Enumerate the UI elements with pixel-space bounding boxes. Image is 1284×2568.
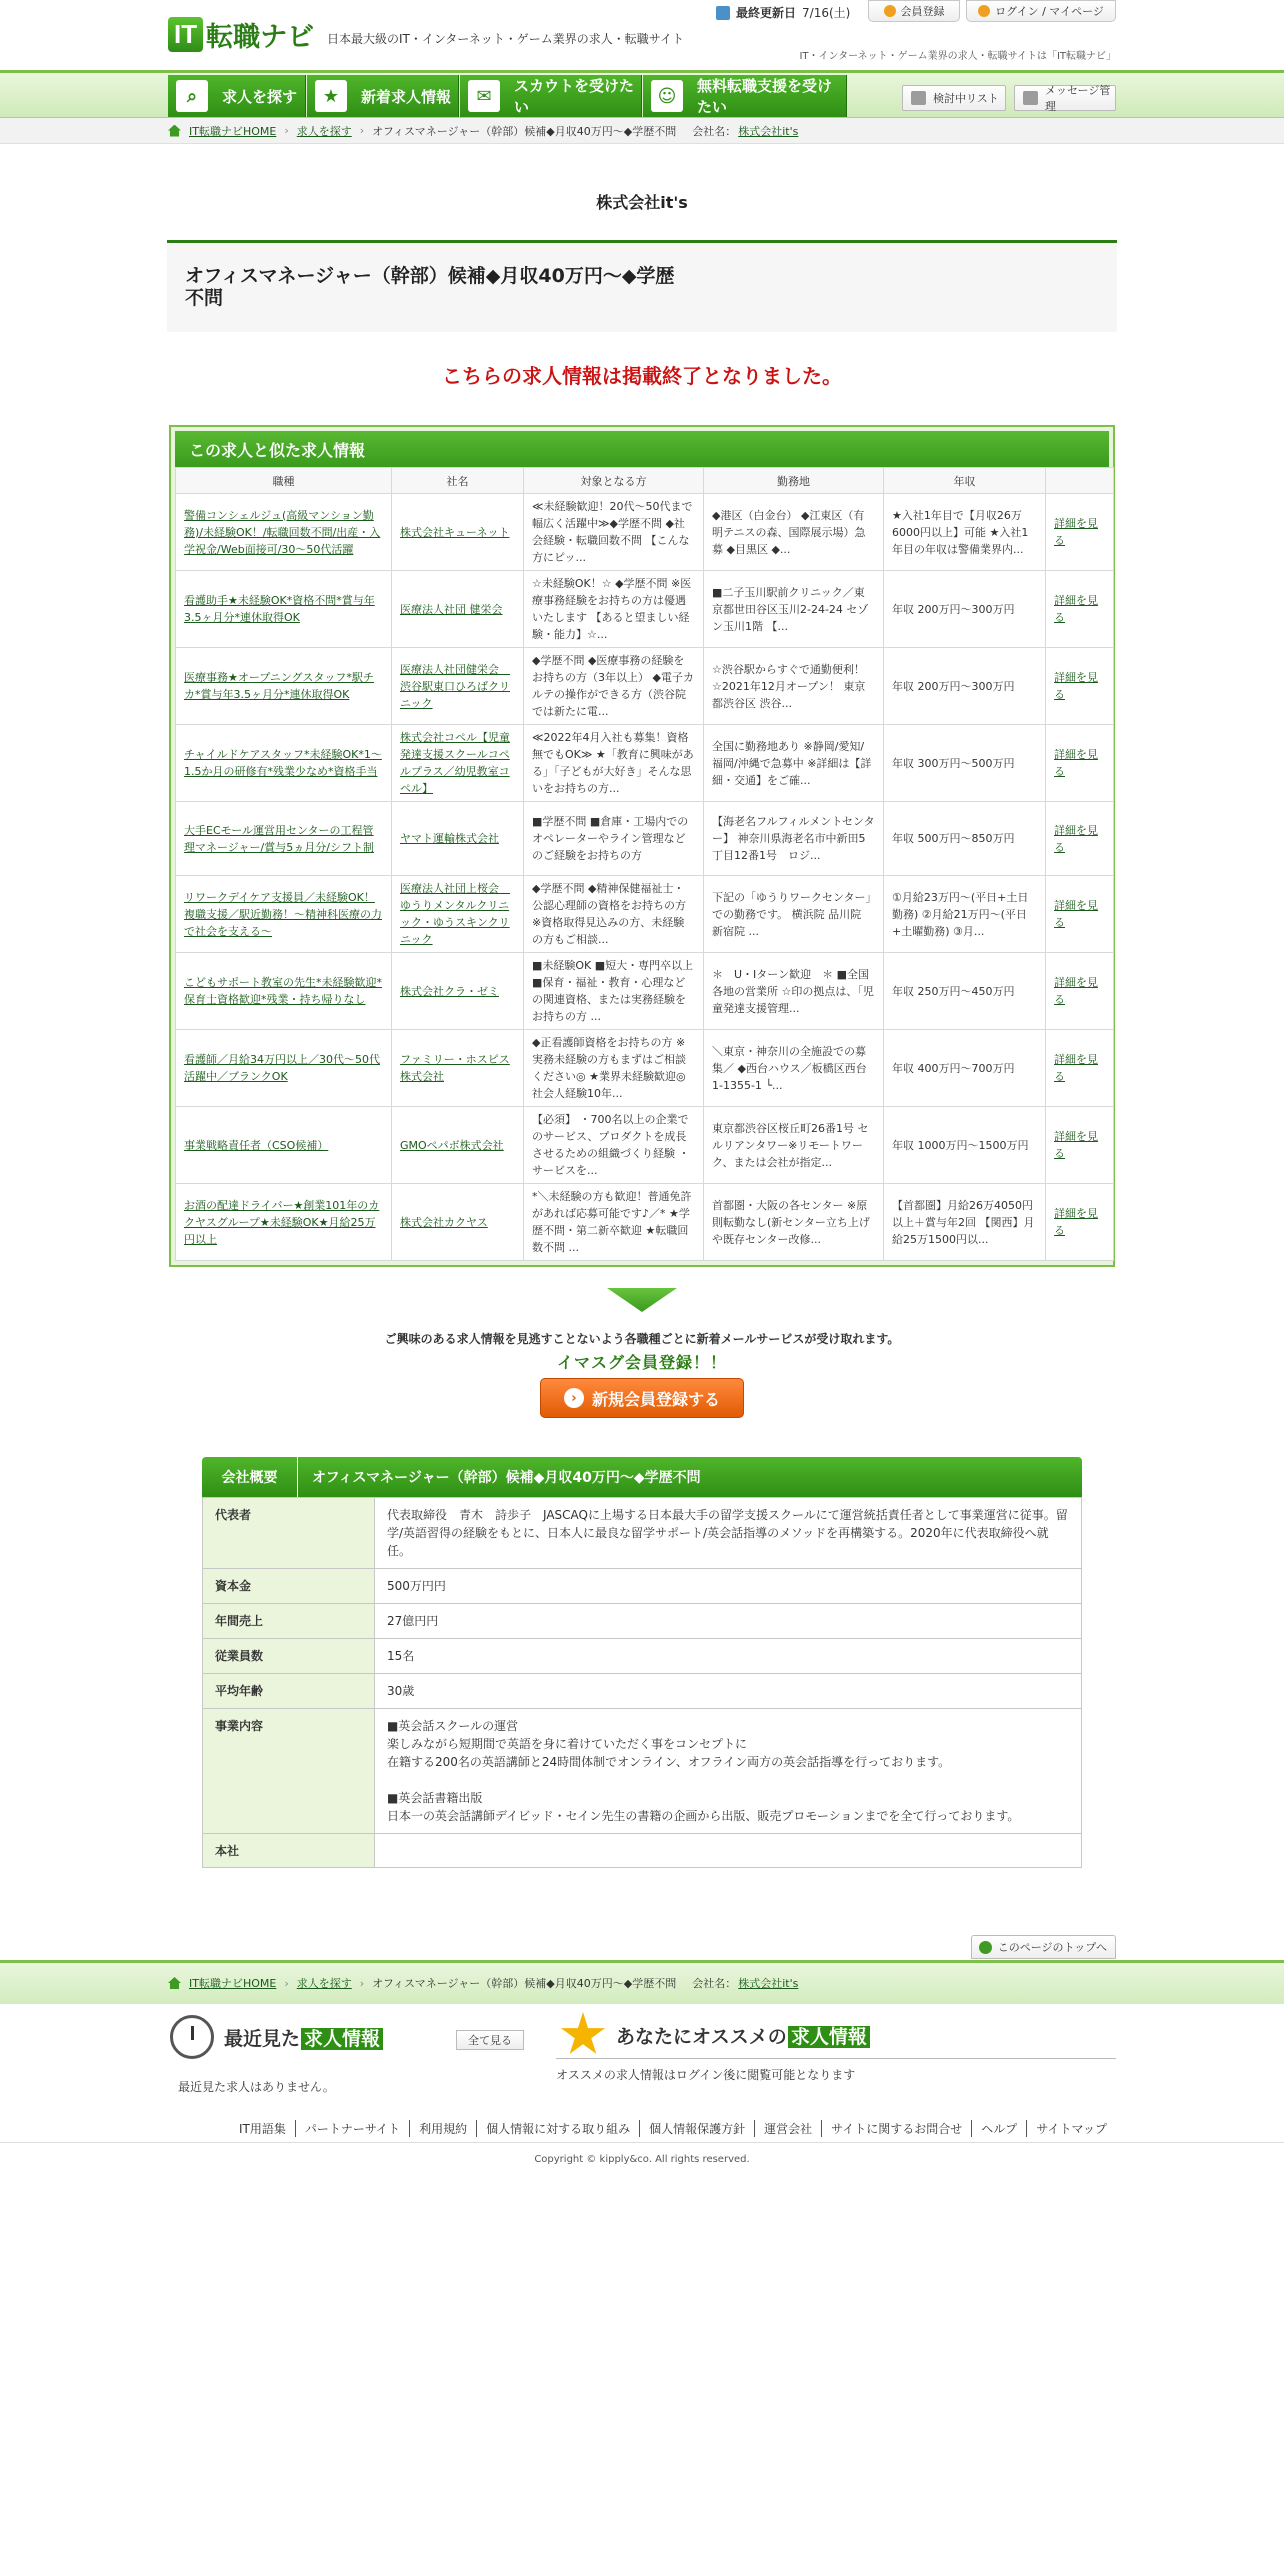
overview-header <box>202 1457 1082 1497</box>
salary-cell: 年収 500万円～850万円 <box>884 802 1046 876</box>
footer-link[interactable]: IT用語集 <box>239 2122 286 2136</box>
table-row <box>176 1030 1114 1107</box>
location-cell: ◆港区（白金台） ◆江東区（有明テニスの森、国際展示場）急募 ◆目黒区 ◆... <box>704 494 884 571</box>
company-link[interactable]: 医療法人社団上桜会 ゆうりメンタルクリニック・ゆうスキンクリニック <box>400 882 510 946</box>
copyright: Copyright © kipply&co. All rights reserved. <box>534 2154 750 2165</box>
nav-label: 新着求人情報 <box>361 87 452 106</box>
location-cell: ■二子玉川駅前クリニック／東京都世田谷区玉川2-24-24 セゾン玉川1階 【... <box>704 571 884 648</box>
table-row <box>203 1498 1082 1569</box>
key-icon <box>978 5 990 17</box>
column-header: 対象となる方 <box>524 468 704 494</box>
divider <box>556 2058 1116 2059</box>
detail-link[interactable]: 詳細を見る <box>1054 899 1098 929</box>
column-header <box>1046 468 1114 494</box>
job-link[interactable]: 大手ECモール運営用センターの工程管理マネージャー/賞与5ヵ月分/シフト制 <box>184 823 374 854</box>
table-row <box>176 494 1114 571</box>
member-register-button[interactable] <box>868 0 960 22</box>
row-label: 資本金 <box>203 1569 375 1604</box>
salary-cell: 年収 400万円～700万円 <box>884 1030 1046 1107</box>
page-title: オフィスマネージャー（幹部）候補◆月収40万円～◆学歴不問 <box>185 265 675 309</box>
detail-link[interactable]: 詳細を見る <box>1054 1207 1098 1237</box>
table-row <box>203 1674 1082 1709</box>
site-subtitle: 日本最大級のIT・インターネット・ゲーム業界の求人・転職サイト <box>327 32 684 46</box>
breadcrumb-current: オフィスマネージャー（幹部）候補◆月収40万円～◆学歴不問 <box>372 1977 677 1990</box>
nav-label: スカウトを受けたい <box>514 77 635 116</box>
table-row <box>176 876 1114 953</box>
table-row <box>176 802 1114 876</box>
tagline: IT・インターネット・ゲーム業界の求人・転職サイトは「IT転職ナビ」 <box>799 51 1116 62</box>
footer-links <box>0 2120 1116 2137</box>
detail-link[interactable]: 詳細を見る <box>1054 1053 1098 1083</box>
location-cell: 全国に勤務地あり ※静岡/愛知/福岡/沖縄で急募中 ※詳細は【詳細・交通】をご確... <box>704 725 884 802</box>
logo-name: 転職ナビ <box>206 21 315 53</box>
company-link[interactable]: 医療法人社団 健栄会 <box>400 602 503 616</box>
site-header <box>0 0 1284 70</box>
job-link[interactable]: 事業戦略責任者（CSO候補） <box>184 1138 329 1152</box>
nav-career-support[interactable] <box>643 75 847 117</box>
breadcrumb-separator: › <box>359 1976 365 1990</box>
mail-service-text: ご興味のある求人情報を見逃すことないよう各職種ごとに新着メールサービスが受け取れます。 <box>384 1332 900 1346</box>
target-cell: ≪2022年4月入社も募集！資格無でもOK≫ ★「教育に興味がある」「子どもが大好き」そんな思いをお持ちの方... <box>524 725 704 802</box>
table-header-row <box>176 468 1114 494</box>
footer-link[interactable]: 利用規約 <box>409 2120 476 2137</box>
table-row <box>176 1107 1114 1184</box>
footer-link[interactable]: サイトマップ <box>1026 2120 1116 2137</box>
company-link[interactable]: ファミリー・ホスピス株式会社 <box>400 1053 510 1083</box>
overview-table <box>202 1497 1082 1868</box>
nav-label: 無料転職支援を受けたい <box>697 77 833 116</box>
envelope-icon <box>1023 91 1038 105</box>
row-value: 15名 <box>375 1639 1082 1674</box>
job-link[interactable]: チャイルドケアスタッフ*未経験OK*1～1.5か月の研修有*残業少なめ*資格手当 <box>184 748 382 778</box>
job-link[interactable]: こどもサポート教室の先生*未経験歓迎*保育士資格歓迎*残業・持ち帰りなし <box>184 976 382 1006</box>
job-link[interactable]: 警備コンシェルジュ(高級マンション勤務)/未経験OK！/転職回数不問/出産・入学祝金/Web面接可/30～50代活躍 <box>184 508 381 556</box>
overview-tab: 会社概要 <box>202 1457 298 1497</box>
job-link[interactable]: リワークデイケア支援員／未経験OK！複職支援／駅近勤務！～精神科医療の力で社会を支える～ <box>184 890 382 938</box>
salary-cell: 年収 1000万円～1500万円 <box>884 1107 1046 1184</box>
row-value: 500万円円 <box>375 1569 1082 1604</box>
salary-cell: ★入社1年目で【月収26万6000円以上】可能 ★入社1年目の年収は警備業界内... <box>884 494 1046 571</box>
arrow-up-icon <box>979 1941 992 1954</box>
mail-icon: ✉ <box>468 80 500 112</box>
saved-list-button[interactable] <box>902 85 1006 111</box>
update-label: 最終更新日 <box>736 6 797 20</box>
home-icon <box>168 125 181 137</box>
table-row <box>176 725 1114 802</box>
site-logo[interactable] <box>168 14 314 54</box>
saved-list-label: 検討中リスト <box>933 92 999 105</box>
breadcrumb-company[interactable]: 株式会社it's <box>738 124 799 138</box>
table-row <box>203 1604 1082 1639</box>
message-label: メッセージ管理 <box>1045 84 1111 113</box>
company-link[interactable]: 株式会社カクヤス <box>400 1215 488 1229</box>
company-link[interactable]: 医療法人社団健栄会 渋谷駅東口ひろばクリニック <box>400 662 510 710</box>
company-link[interactable]: GMOペパボ株式会社 <box>400 1138 504 1152</box>
row-value <box>375 1834 1082 1868</box>
home-icon <box>168 1977 181 1989</box>
global-nav <box>0 70 1284 118</box>
mail-service-title: イマスグ会員登録！！ <box>556 1353 727 1372</box>
column-header: 勤務地 <box>704 468 884 494</box>
arrow-right-icon: › <box>564 1388 584 1408</box>
detail-link[interactable]: 詳細を見る <box>1054 976 1098 1006</box>
breadcrumb-home[interactable]: IT転職ナビHOME <box>189 124 277 138</box>
target-cell: 【必須】 ・700名以上の企業でのサービス、プロダクトを成長させるための組織づくり経験 ・サービスを... <box>524 1107 704 1184</box>
message-button[interactable] <box>1014 85 1116 111</box>
location-cell: ☆渋谷駅からすぐで通勤便利！☆2021年12月オープン！ 東京都渋谷区 渋谷... <box>704 648 884 725</box>
people-icon: ☺ <box>651 80 683 112</box>
company-link[interactable]: ヤマト運輸株式会社 <box>400 832 499 845</box>
target-cell: ◆学歴不問 ◆精神保健福祉士・公認心理師の資格をお持ちの方 ※資格取得見込みの方、未経験の方もご相談... <box>524 876 704 953</box>
breadcrumb <box>0 1963 1284 2003</box>
breadcrumb-separator: › <box>359 124 365 137</box>
detail-link[interactable]: 詳細を見る <box>1054 594 1098 624</box>
company-link[interactable]: 株式会社キューネット <box>400 525 510 539</box>
recommend-title-b: 求人情報 <box>788 2026 870 2048</box>
recommend-title-a: あなたにオススメの <box>616 2026 787 2048</box>
update-icon <box>716 6 730 20</box>
star-icon: ★ <box>315 80 347 112</box>
table-row <box>176 953 1114 1030</box>
table-row <box>203 1834 1082 1868</box>
company-name: 株式会社it's <box>596 193 688 212</box>
logo-it: IT <box>168 17 203 52</box>
target-cell: ◆正看護師資格をお持ちの方 ※実務未経験の方もまずはご相談ください◎ ★業界未経験歓迎◎社会人経験10年... <box>524 1030 704 1107</box>
see-all-label: 全て見る <box>468 2034 512 2047</box>
divider <box>0 2142 1284 2143</box>
listing-ended-message: こちらの求人情報は掲載終了となりました。 <box>442 364 842 388</box>
overview-title: オフィスマネージャー（幹部）候補◆月収40万円～◆学歴不問 <box>312 1470 701 1486</box>
footer-link[interactable]: ヘルプ <box>971 2120 1026 2137</box>
update-date: 7/16(土) <box>802 6 851 20</box>
nav-scout[interactable] <box>460 75 642 117</box>
recent-title-b: 求人情報 <box>301 2028 383 2050</box>
column-header: 職種 <box>176 468 392 494</box>
target-cell: ■未経験OK ■短大・専門卒以上 ■保育・福祉・教育・心理などの関連資格、または実務経験をお持ちの方 ... <box>524 953 704 1030</box>
footer-breadcrumb-bar <box>0 1960 1284 2004</box>
breadcrumb <box>0 118 1284 144</box>
salary-cell: 年収 300万円～500万円 <box>884 725 1046 802</box>
row-value: 27億円円 <box>375 1604 1082 1639</box>
footer-link[interactable]: 個人情報に対する取り組み <box>476 2120 639 2137</box>
breadcrumb-separator: › <box>284 124 289 137</box>
detail-link[interactable]: 詳細を見る <box>1054 671 1098 701</box>
breadcrumb-company-label: 会社名： <box>692 1977 737 1990</box>
clipboard-icon <box>911 91 926 105</box>
similar-jobs-heading: この求人と似た求人情報 <box>175 431 1109 467</box>
row-value: ■英会話スクールの運営 楽しみながら短期間で英語を身に着けていただく事をコンセプトに 在籍する200名の英語講師と24時間体制でオンライン、オフライン両方の英会話指導を行っております。 ■英会話書籍出版 日本一の英会話講師デイビッド・セイン先生の書籍の企画から出版、販売プロモーションまでを全て行っております。 <box>375 1709 1082 1834</box>
breadcrumb-search[interactable]: 求人を探す <box>296 124 352 138</box>
row-label: 平均年齢 <box>203 1674 375 1709</box>
footer-link[interactable]: パートナーサイト <box>295 2120 409 2137</box>
breadcrumb-separator: › <box>284 1976 289 1990</box>
job-link[interactable]: お酒の配達ドライバー★創業101年のカクヤスグループ★未経験OK★月給25万円以上 <box>184 1198 380 1246</box>
nav-new-jobs[interactable] <box>307 75 459 117</box>
row-label: 事業内容 <box>203 1709 375 1834</box>
company-link[interactable]: 株式会社コペル【児童発達支援スクールコペルプラス／幼児教室コペル】 <box>400 731 510 795</box>
footer-link[interactable]: 運営会社 <box>754 2120 821 2137</box>
detail-link[interactable]: 詳細を見る <box>1054 748 1098 778</box>
search-icon: ⌕ <box>176 80 208 112</box>
row-label: 年間売上 <box>203 1604 375 1639</box>
salary-cell: 【首都圏】月給26万4050円以上＋賞与年2回 【関西】月給25万1500円以... <box>884 1184 1046 1261</box>
table-row <box>176 1184 1114 1261</box>
nav-label: 求人を探す <box>222 87 298 106</box>
breadcrumb-search[interactable]: 求人を探す <box>296 1977 352 1990</box>
location-cell: 首都圏・大阪の各センター ※原則転勤なし(新センター立ち上げや既存センター改修... <box>704 1184 884 1261</box>
row-value: 30歳 <box>375 1674 1082 1709</box>
login-button[interactable] <box>966 0 1116 22</box>
table-row <box>176 648 1114 725</box>
row-value: 代表取締役 青木 詩歩子 JASCAQに上場する日本最大手の留学支援スクールにて運営統括責任者として事業運営に従事。留学/英語習得の経験をもとに、日本人に最良な留学サポート/英会話指導のメソッドを再構築する。2020年に代表取締役へ就任。 <box>375 1498 1082 1569</box>
nav-search-jobs[interactable] <box>168 75 306 117</box>
star-icon <box>560 2012 606 2058</box>
breadcrumb-company[interactable]: 株式会社it's <box>738 1977 799 1990</box>
recently-viewed-title <box>224 2024 384 2051</box>
location-cell: ＼東京・神奈川の全施設での募集／ ◆西台ハウス／板橋区西台1-1355-1 └... <box>704 1030 884 1107</box>
salary-cell: 年収 200万円～300万円 <box>884 648 1046 725</box>
location-cell: 【海老名フルフィルメントセンター】 神奈川県海老名市中新田5丁目12番1号 ロジ... <box>704 802 884 876</box>
location-cell: 東京都渋谷区桜丘町26番1号 セルリアンタワー※リモートワーク、または会社が指定... <box>704 1107 884 1184</box>
footer-link[interactable]: サイトに関するお問合せ <box>821 2120 971 2137</box>
footer-link[interactable]: 個人情報保護方針 <box>639 2120 754 2137</box>
table-row <box>203 1639 1082 1674</box>
new-member-register-button[interactable] <box>540 1378 744 1418</box>
person-icon <box>884 5 896 17</box>
salary-cell: 年収 250万円～450万円 <box>884 953 1046 1030</box>
row-label: 従業員数 <box>203 1639 375 1674</box>
see-all-button[interactable] <box>456 2030 524 2050</box>
breadcrumb-company-label: 会社名： <box>692 124 737 138</box>
row-label: 本社 <box>203 1834 375 1868</box>
page-top-button[interactable] <box>971 1935 1116 1959</box>
no-recent-text: 最近見た求人はありません。 <box>178 2080 335 2094</box>
detail-link[interactable]: 詳細を見る <box>1054 1130 1098 1160</box>
row-label: 代表者 <box>203 1498 375 1569</box>
breadcrumb-home[interactable]: IT転職ナビHOME <box>189 1977 277 1990</box>
table-row <box>176 571 1114 648</box>
clock-icon <box>170 2015 214 2059</box>
target-cell: ☆未経験OK！☆ ◆学歴不問 ※医療事務経験をお持ちの方は優遇いたします 【あると望ましい経験・能力】☆... <box>524 571 704 648</box>
recommended-note: オススメの求人情報はログイン後に閲覧可能となります <box>556 2068 856 2082</box>
recent-title-a: 最近見た <box>224 2027 301 2050</box>
detail-link[interactable]: 詳細を見る <box>1054 517 1098 547</box>
target-cell: ≪未経験歓迎！20代～50代まで幅広く活躍中≫◆学歴不問 ◆社会経験・転職回数不問 【こんな方にピッ... <box>524 494 704 571</box>
register-label: 新規会員登録する <box>591 1389 720 1409</box>
salary-cell: ①月給23万円～(平日+土日勤務) ②月給21万円～(平日+土曜勤務) ③月... <box>884 876 1046 953</box>
job-link[interactable]: 医療事務★オープニングスタッフ*駅チカ*賞与年3.5ヶ月分*連休取得OK <box>184 671 374 701</box>
column-header: 年収 <box>884 468 1046 494</box>
job-link[interactable]: 看護師／月給34万円以上／30代～50代活躍中／ブランクOK <box>184 1053 380 1083</box>
breadcrumb-current: オフィスマネージャー（幹部）候補◆月収40万円～◆学歴不問 <box>372 124 677 138</box>
job-title-box <box>167 240 1117 332</box>
table-row <box>203 1569 1082 1604</box>
salary-cell: 年収 200万円～300万円 <box>884 571 1046 648</box>
page-top-label: このページのトップへ <box>997 1941 1107 1954</box>
job-link[interactable]: 看護助手★未経験OK*資格不問*賞与年3.5ヶ月分*連休取得OK <box>184 594 375 624</box>
company-link[interactable]: 株式会社クラ・ゼミ <box>400 984 499 998</box>
company-overview <box>202 1457 1082 1868</box>
down-arrow-icon <box>607 1288 677 1312</box>
table-row <box>203 1709 1082 1834</box>
recommended-title <box>616 2022 871 2049</box>
target-cell: *＼未経験の方も歓迎！普通免許があれば応募可能です♪／* ★学歴不問・第二新卒歓迎 ★転職回数不問 ... <box>524 1184 704 1261</box>
similar-jobs-table <box>175 467 1114 1261</box>
target-cell: ◆学歴不問 ◆医療事務の経験をお持ちの方（3年以上） ◆電子カルテの操作ができる方（渋谷院では新たに電... <box>524 648 704 725</box>
last-updated <box>716 4 850 21</box>
location-cell: ＊ U・Iターン歓迎 ＊ ■全国各地の営業所 ☆印の拠点は、「児童発達支援管理... <box>704 953 884 1030</box>
member-register-label: 会員登録 <box>900 5 945 18</box>
location-cell: 下記の「ゆうりワークセンター」での勤務です。 横浜院 品川院 新宿院 ... <box>704 876 884 953</box>
login-label: ログイン / マイページ <box>995 5 1104 18</box>
similar-jobs-panel <box>169 425 1115 1267</box>
target-cell: ■学歴不問 ■倉庫・工場内でのオペレーターやライン管理などのご経験をお持ちの方 <box>524 802 704 876</box>
detail-link[interactable]: 詳細を見る <box>1054 823 1098 854</box>
column-header: 社名 <box>392 468 524 494</box>
